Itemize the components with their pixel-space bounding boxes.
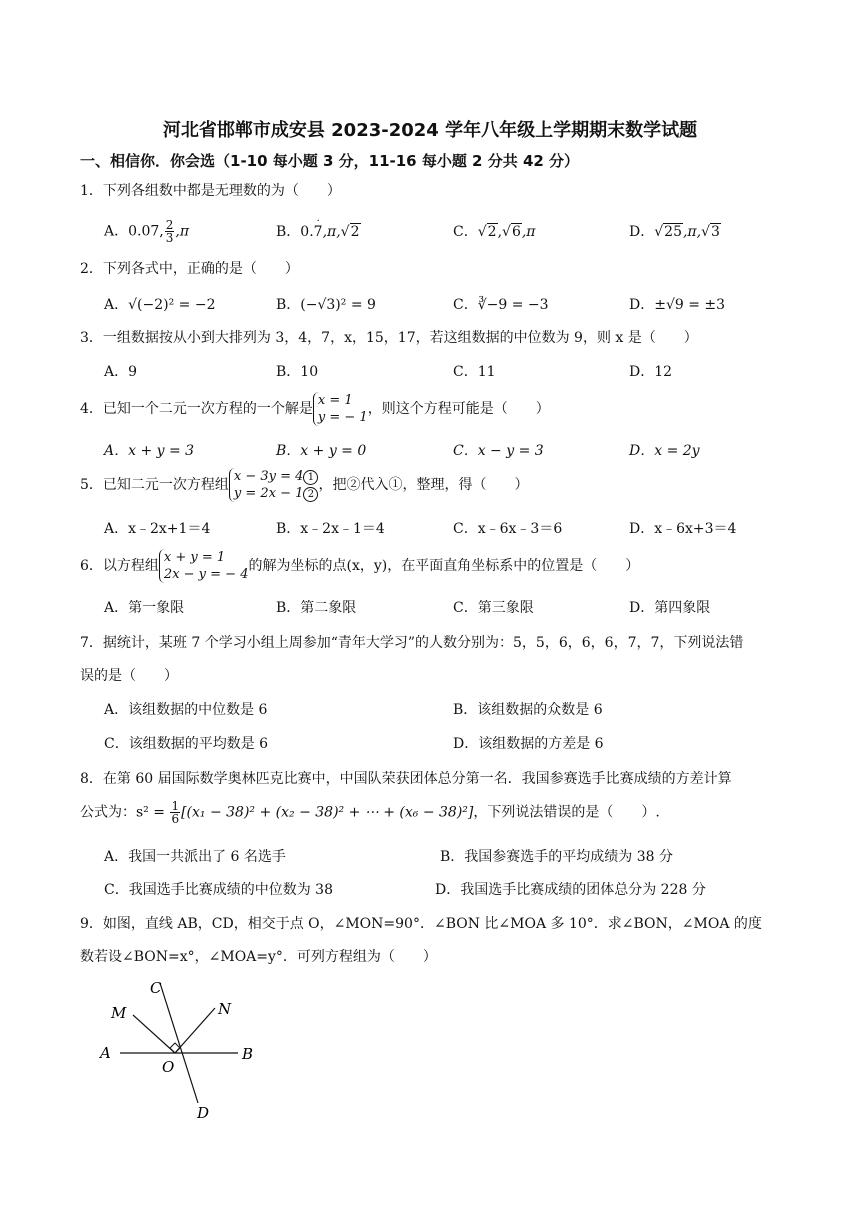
label-d: D: [197, 1104, 210, 1122]
question-3-option-d[interactable]: D．12: [629, 364, 673, 380]
question-2-option-c[interactable]: C．∛−9 = −3: [453, 297, 549, 313]
fraction: $\frac{2}{3}$: [165, 218, 174, 245]
equation-system: x − 3y = 4 1 y = 2x − 1 2: [229, 468, 319, 502]
question-7-option-c[interactable]: C．该组数据的平均数是 6: [104, 736, 269, 752]
question-2-option-a[interactable]: A．√(−2)² = −2: [104, 297, 216, 313]
question-4-option-b[interactable]: B．x + y = 0: [276, 443, 367, 459]
right-angle-mark: [170, 1043, 180, 1053]
equation-system: x + y = 1 2x − y = − 4: [159, 549, 249, 583]
question-6-option-a[interactable]: A．第一象限: [104, 600, 185, 616]
ray-on: [175, 1008, 215, 1053]
question-9-stem-line-1: 9．如图，直线 AB，CD，相交于点 O，∠MON=90°．∠BON 比∠MOA 多 10°．求∠BON，∠MOA 的度: [80, 916, 762, 932]
question-8-option-b[interactable]: B．我国参赛选手的平均成绩为 38 分: [440, 849, 674, 865]
label-n: N: [218, 1000, 232, 1018]
question-5-option-a[interactable]: A．x﹣2x+1＝4: [104, 521, 211, 537]
question-8-option-c[interactable]: C．我国选手比赛成绩的中位数为 38: [104, 882, 333, 898]
label-o: O: [162, 1058, 175, 1076]
question-3-option-c[interactable]: C．11: [453, 364, 496, 380]
question-6-option-b[interactable]: B．第二象限: [276, 600, 357, 616]
question-2-option-b[interactable]: B．(−√3)² = 9: [276, 297, 376, 313]
fraction: $\frac{1}{6}$: [171, 799, 180, 826]
question-9-stem-line-2: 数若设∠BON=x°，∠MOA=y°．可列方程组为（ ）: [80, 949, 437, 965]
ray-om: [133, 1015, 175, 1053]
question-1-stem: 1．下列各组数中都是无理数的为（ ）: [80, 183, 341, 199]
equation-system: x = 1 y = − 1: [313, 392, 368, 426]
question-5-option-b[interactable]: B．x﹣2x﹣1＝4: [276, 521, 385, 537]
label-a: A: [100, 1044, 111, 1062]
question-7-option-d[interactable]: D．该组数据的方差是 6: [453, 736, 604, 752]
question-5-stem: 5．已知二元一次方程组 x − 3y = 4 1 y = 2x − 1 2 ，把②代入①，整理，得（ ）: [80, 469, 529, 501]
variance-formula: [(x₁ − 38)² + (x₂ − 38)² + ⋯ + (x₆ − 38)²]: [181, 804, 474, 821]
question-2-option-d[interactable]: D．±√9 = ±3: [629, 297, 726, 313]
question-7-stem-line-1: 7．据统计，某班 7 个学习小组上周参加“青年大学习”的人数分别为：5，5，6，6，6，7，7，下列说法错: [80, 635, 744, 651]
label-c: C: [150, 979, 162, 997]
question-3-option-b[interactable]: B．10: [276, 364, 319, 380]
line-cd: [160, 983, 198, 1103]
repeating-digit: 7 ·: [313, 216, 323, 240]
question-8-option-a[interactable]: A．我国一共派出了 6 名选手: [104, 849, 286, 865]
question-4-stem: 4．已知一个二元一次方程的一个解是 x = 1 y = − 1 ，则这个方程可能是（ ）: [80, 393, 550, 425]
question-4-option-d[interactable]: D．x = 2y: [629, 443, 700, 459]
question-7-option-a[interactable]: A．该组数据的中位数是 6: [104, 702, 268, 718]
question-4-option-c[interactable]: C．x − y = 3: [453, 443, 544, 459]
question-1-option-d[interactable]: D．√25,π,√3: [629, 224, 720, 240]
section-heading: 一、相信你．你会选（1-10 每小题 3 分，11-16 每小题 2 分共 42 分）: [80, 152, 580, 170]
question-7-stem-line-2: 误的是（ ）: [80, 668, 178, 684]
label-b: B: [242, 1045, 254, 1063]
question-6-option-c[interactable]: C．第三象限: [453, 600, 534, 616]
question-1-option-c[interactable]: C．√2,√6,π: [453, 224, 536, 240]
question-4-option-a[interactable]: A．x + y = 3: [104, 443, 195, 459]
question-5-option-d[interactable]: D．x﹣6x+3＝4: [629, 521, 737, 537]
question-8-option-d[interactable]: D．我国选手比赛成绩的团体总分为 228 分: [435, 882, 706, 898]
geometry-figure: [95, 970, 275, 1125]
page-title: 河北省邯郸市成安县 2023-2024 学年八年级上学期期末数学试题: [162, 120, 698, 141]
question-1-option-a[interactable]: A．0.07, $\frac{2}{3}$ ,π: [104, 218, 190, 245]
question-3-option-a[interactable]: A．9: [104, 364, 138, 380]
question-7-option-b[interactable]: B．该组数据的众数是 6: [453, 702, 603, 718]
question-3-stem: 3．一组数据按从小到大排列为 3，4，7，x，15，17，若这组数据的中位数为 9，则 x 是（ ）: [80, 330, 698, 346]
question-6-stem: 6．以方程组 x + y = 1 2x − y = − 4 的解为坐标的点(x，y)，在平面直角坐标系中的位置是（ ）: [80, 550, 640, 582]
question-1-option-b[interactable]: B．0.7 · ,π,√2: [276, 216, 360, 240]
question-8-stem-line-2: 公式为：s² = $\frac{1}{6}$ [(x₁ − 38)² + (x₂ − 38)² + ⋯ + (x₆ − 38)²]，下列说法错误的是（ ）.: [80, 799, 660, 826]
label-m: M: [111, 1004, 127, 1022]
question-2-stem: 2．下列各式中，正确的是（ ）: [80, 261, 299, 277]
question-5-option-c[interactable]: C．x﹣6x﹣3＝6: [453, 521, 563, 537]
question-8-stem-line-1: 8．在第 60 届国际数学奥林匹克比赛中，中国队荣获团体总分第一名．我国参赛选手比赛成绩的方差计算: [80, 771, 732, 787]
question-6-option-d[interactable]: D．第四象限: [629, 600, 711, 616]
